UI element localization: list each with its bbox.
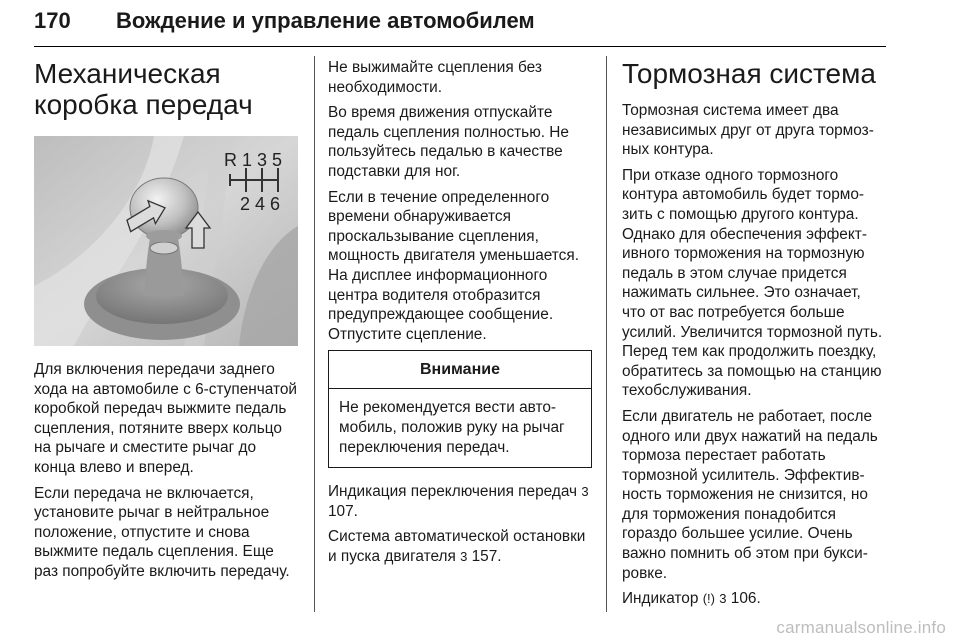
- page-reference-arrow-icon: 3: [581, 484, 589, 500]
- gear-lever-illustration: [34, 136, 298, 346]
- watermark: carmanualsonline.info: [776, 618, 946, 637]
- paragraph-clutch-unnecessary: Не выжимайте сцепления без необходимости.: [328, 59, 542, 96]
- column-3: [622, 58, 888, 615]
- reference-brake-indicator: Индикатор (!) 3 106.: [622, 590, 761, 608]
- section-title-brake-system: Тормозная система: [622, 58, 876, 89]
- paragraph-brake-circuits: Тормозная система имеет два независимых друг от друга тормозных контура.: [622, 102, 874, 159]
- paragraph-clutch-slip: Если в течение определенного времени обнаруживается проскальзывание сцепления, мощность двигателя уменьшается. На дисплее информационного центра водителя отобразится предупреждающее сообщение. Отпустите сцепление.: [328, 188, 579, 343]
- page-number: 170: [34, 8, 71, 33]
- column-2: [328, 58, 592, 572]
- page-header: [34, 8, 886, 48]
- running-title: Вождение и управление автомобилем: [116, 8, 535, 33]
- header-rule: [34, 46, 886, 47]
- section-title-manual-gearbox: Механическая коробка передач: [34, 58, 253, 120]
- reference-shift-indicator: Индикация переключения передач 3 107.: [328, 483, 589, 520]
- column-1: [34, 58, 300, 588]
- reference-start-stop-system: Система автоматической остановки и пуска двигателя 3 157.: [328, 528, 586, 565]
- gear-pattern-top-row: R 1 3 5: [224, 150, 283, 170]
- page-reference-arrow-icon: 3: [460, 548, 468, 564]
- paragraph-engine-off-braking: Если двигатель не работает, после одного или двух нажатий на педаль тормоза перестает работать тормозной усилитель. Эффективность торможения не снизится, но для торможения понадобится гораздо большее усилие. Очень важно помнить об этом при буксировке.: [622, 407, 878, 582]
- paragraph-clutch-release: Во время движения отпускайте педаль сцепления полностью. Не пользуйтесь педалью в качестве подставки для ног.: [328, 104, 569, 180]
- paragraph-reverse-gear: Для включения передачи заднего хода на автомобиле с 6-ступенчатой коробкой передач выжмите педаль сцепления, потяните вверх кольцо на рычаге и сместите рычаг до конца влево и вперед.: [34, 361, 298, 476]
- gear-lever-image: [34, 136, 298, 346]
- paragraph-circuit-failure: При отказе одного тормозного контура автомобиль будет тормозить с помощью другого контура. Однако для обеспечения эффективного торможения на тормозную педаль в этом случае придется нажимать сильнее. Это означает, что от вас потребуется больше усилий. Увеличится тормозной путь. Перед тем как продолжить поездку, обратитесь за помощью на станцию техобслуживания.: [622, 166, 883, 400]
- page-reference-arrow-icon: 3: [719, 591, 727, 607]
- caution-box: [328, 350, 592, 468]
- caution-text: Не рекомендуется вести автомобиль, положив руку на рычаг переключения передач.: [339, 399, 565, 456]
- caution-title: Внимание: [329, 351, 591, 389]
- brake-warning-icon: (!): [702, 591, 715, 607]
- column-divider-1: [314, 56, 315, 612]
- gear-pattern-bottom-row: 2 4 6: [240, 194, 281, 214]
- paragraph-gear-not-engaging: Если передача не включается, установите рычаг в нейтральное положение, отпустите и снова выжмите педаль сцепления. Еще раз попробуйте включить передачу.: [34, 484, 290, 580]
- column-divider-2: [606, 56, 607, 612]
